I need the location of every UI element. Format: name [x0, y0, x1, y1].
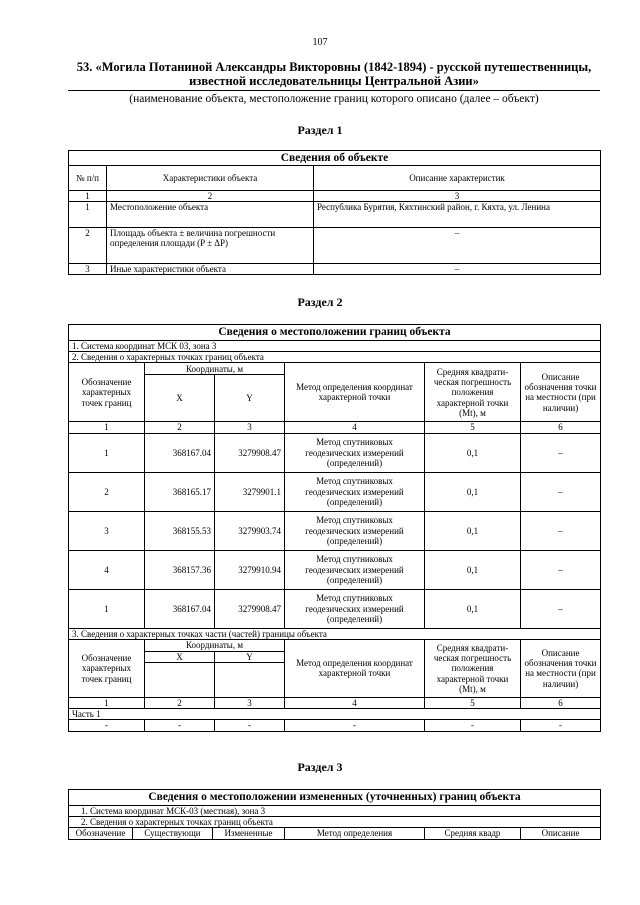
title-underline — [68, 90, 600, 91]
cell: - — [215, 720, 285, 731]
point-description: – — [521, 433, 601, 472]
part-label: Часть 1 — [69, 709, 601, 720]
header-point-description: Описание — [521, 828, 601, 839]
error-value: 0,1 — [425, 511, 521, 550]
header-error: Средняя квадрати-ческая погрешность положения характерной точки (Mt), м — [425, 639, 521, 697]
cell: - — [521, 720, 601, 731]
cell: 2 — [69, 228, 107, 264]
method: Метод спутниковых геодезических измерений (определений) — [285, 589, 425, 628]
table-row — [69, 511, 601, 550]
y-value: 3279908.47 — [215, 589, 285, 628]
y-value: 3279910.94 — [215, 550, 285, 589]
cell: – — [314, 228, 601, 264]
point-description: – — [521, 589, 601, 628]
method: Метод спутниковых геодезических измерений (определений) — [285, 550, 425, 589]
y-value: 3279908.47 — [215, 433, 285, 472]
x-value: 368167.04 — [145, 589, 215, 628]
section-1-heading: Раздел 1 — [297, 123, 343, 137]
col-number: 1 — [69, 698, 145, 709]
error-value: 0,1 — [425, 472, 521, 511]
y-value: 3279903.74 — [215, 511, 285, 550]
col-number: 3 — [314, 191, 601, 202]
point-id: 3 — [69, 511, 145, 550]
point-description: – — [521, 550, 601, 589]
table-row — [69, 550, 601, 589]
header-designation: Обозначение характерных точек границ — [69, 363, 145, 422]
table-caption: Сведения о местоположении измененных (уточненных) границ объекта — [69, 790, 601, 806]
point-id: 4 — [69, 550, 145, 589]
x-value: 368167.04 — [145, 433, 215, 472]
header-characteristics: Характеристики объекта — [107, 166, 314, 191]
header-method: Метод определения координат характерной точки — [285, 363, 425, 422]
empty-cell — [145, 663, 215, 698]
point-description: – — [521, 472, 601, 511]
section-2-heading: Раздел 2 — [297, 295, 343, 309]
col-number: 5 — [425, 698, 521, 709]
table-row — [69, 228, 601, 264]
error-value: 0,1 — [425, 550, 521, 589]
cell: 1 — [69, 202, 107, 228]
coordinate-system: 1. Система координат МСК-03 (местная), зона 3 — [69, 806, 601, 817]
parts-label: 3. Сведения о характерных точках части (частей) границы объекта — [69, 628, 601, 639]
table-row — [69, 202, 601, 228]
col-number: 6 — [521, 422, 601, 433]
header-designation: Обозначение характерных точек границ — [69, 639, 145, 697]
header-designation: Обозначение — [69, 828, 133, 839]
cell: Иные характеристики объекта — [107, 264, 314, 275]
header-coordinates: Координаты, м — [145, 639, 285, 651]
x-value: 368155.53 — [145, 511, 215, 550]
point-description: – — [521, 511, 601, 550]
header-y: Y — [215, 651, 285, 662]
method: Метод спутниковых геодезических измерений (определений) — [285, 433, 425, 472]
x-value: 368165.17 — [145, 472, 215, 511]
points-label: 2. Сведения о характерных точках границ объекта — [69, 817, 601, 828]
cell: Местоположение объекта — [107, 202, 314, 228]
header-method: Метод определения координат характерной точки — [285, 639, 425, 697]
point-id: 1 — [69, 589, 145, 628]
table-caption: Сведения об объекте — [69, 151, 601, 166]
table-row — [69, 264, 601, 275]
error-value: 0,1 — [425, 433, 521, 472]
points-label: 2. Сведения о характерных точках границ объекта — [69, 352, 601, 363]
x-value: 368157.36 — [145, 550, 215, 589]
table-row — [69, 433, 601, 472]
header-changed: Измененные — [213, 828, 285, 839]
cell: Республика Бурятия, Кяхтинский район, г. Кяхта, ул. Ленина — [314, 202, 601, 228]
header-error: Средняя квадр — [425, 828, 521, 839]
table-caption: Сведения о местоположении границ объекта — [69, 325, 601, 341]
header-x: X — [145, 375, 215, 422]
document-title: 53. «Могила Потаниной Александры Викторовны (1842-1894) - русской путешественницы, известной исследовательницы Центральной Азии» — [76, 60, 592, 88]
col-number: 1 — [69, 422, 145, 433]
table-row — [69, 472, 601, 511]
section-3-heading: Раздел 3 — [297, 760, 343, 774]
cell: – — [314, 264, 601, 275]
col-number: 6 — [521, 698, 601, 709]
cell: 3 — [69, 264, 107, 275]
cell: Площадь объекта ± величина погрешности определения площади (P ± ΔP) — [107, 228, 314, 264]
boundary-points-table — [68, 324, 601, 732]
error-value: 0,1 — [425, 589, 521, 628]
cell: - — [145, 720, 215, 731]
col-number: 4 — [285, 422, 425, 433]
col-number: 1 — [69, 191, 107, 202]
method: Метод спутниковых геодезических измерений (определений) — [285, 511, 425, 550]
col-number: 2 — [107, 191, 314, 202]
col-number: 2 — [145, 698, 215, 709]
cell: - — [69, 720, 145, 731]
changed-boundary-table — [68, 789, 601, 840]
empty-cell — [215, 663, 285, 698]
y-value: 3279901.1 — [215, 472, 285, 511]
col-number: 3 — [215, 422, 285, 433]
col-number: 2 — [145, 422, 215, 433]
header-y: Y — [215, 375, 285, 422]
header-error: Средняя квадрати-ческая погрешность положения характерной точки (Mt), м — [425, 363, 521, 422]
cell: - — [425, 720, 521, 731]
header-point-description: Описание обозначения точки на местности (при наличии) — [521, 363, 601, 422]
table-row — [69, 589, 601, 628]
page-number: 107 — [312, 37, 328, 48]
cell: - — [285, 720, 425, 731]
col-number: 4 — [285, 698, 425, 709]
header-existing: Существующи — [133, 828, 213, 839]
header-x: X — [145, 651, 215, 662]
col-number: 3 — [215, 698, 285, 709]
document-subtitle: (наименование объекта, местоположение границ которого описано (далее – объект) — [129, 93, 539, 105]
method: Метод спутниковых геодезических измерений (определений) — [285, 472, 425, 511]
header-num: № п/п — [69, 166, 107, 191]
header-coordinates: Координаты, м — [145, 363, 285, 375]
header-method: Метод определения — [285, 828, 425, 839]
point-id: 1 — [69, 433, 145, 472]
coordinate-system: 1. Система координат МСК 03, зона 3 — [69, 341, 601, 352]
object-info-table — [68, 150, 601, 275]
point-id: 2 — [69, 472, 145, 511]
table-row — [69, 720, 601, 731]
header-description: Описание характеристик — [314, 166, 601, 191]
header-point-description: Описание обозначения точки на местности (при наличии) — [521, 639, 601, 697]
col-number: 5 — [425, 422, 521, 433]
